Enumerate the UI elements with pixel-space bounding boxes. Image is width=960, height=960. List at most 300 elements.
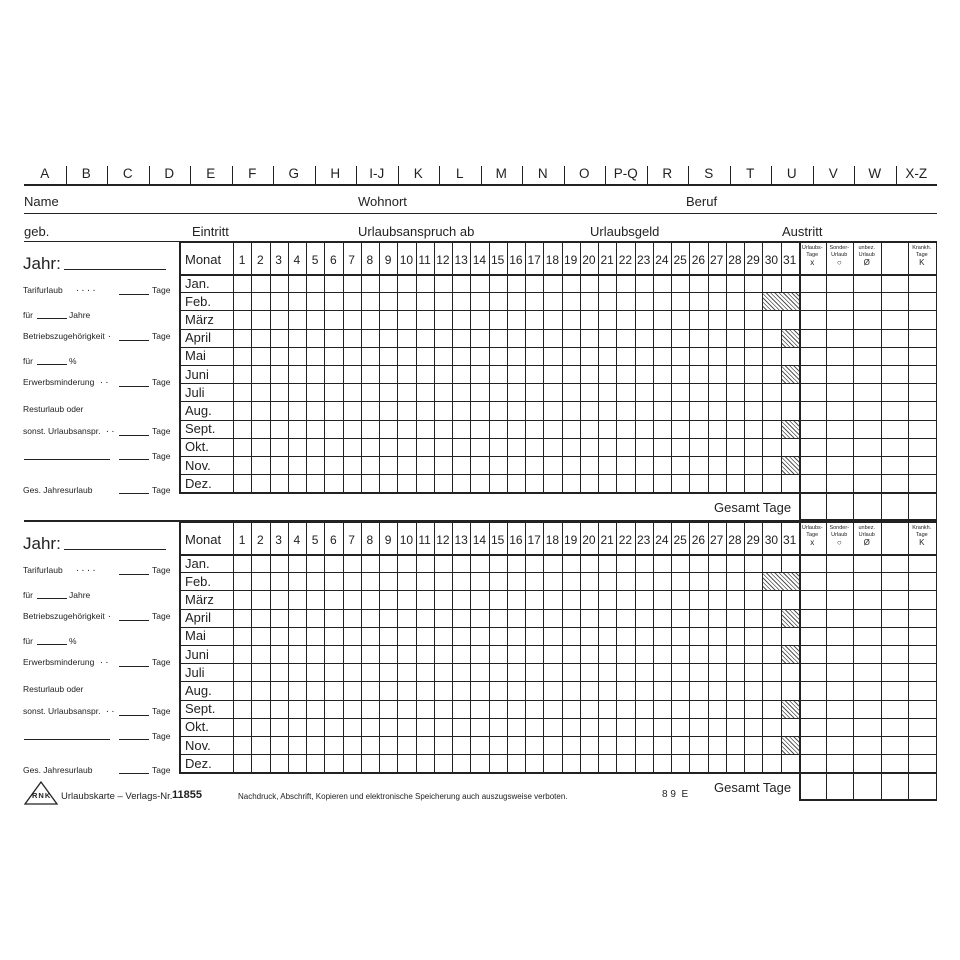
- day-number-header: 27: [709, 253, 724, 267]
- geb-label: geb.: [24, 224, 50, 239]
- month-row-line: [179, 554, 937, 556]
- alphabet-tab: F: [248, 166, 257, 181]
- invalid-day-hatch: [763, 573, 799, 590]
- day-column-line: [361, 522, 362, 772]
- day-number-header: 5: [311, 533, 319, 547]
- column-header-line: Tage: [915, 251, 928, 258]
- day-column-line: [343, 242, 344, 492]
- erwerb-input[interactable]: [119, 386, 149, 387]
- day-number-header: 4: [293, 253, 301, 267]
- alphabet-tab: L: [455, 166, 464, 181]
- invalid-day-hatch: [782, 457, 799, 474]
- alphabet-divider: [896, 166, 897, 184]
- day-column-line: [635, 242, 636, 492]
- resturlaub-label: Resturlaub oder: [23, 684, 84, 694]
- month-row-line: [179, 590, 937, 591]
- column-header-line: Ø: [863, 538, 870, 547]
- erwerbsminderung-label: Erwerbsminderung: [23, 377, 95, 387]
- day-number-header: 24: [655, 253, 669, 267]
- column-header-line: x: [810, 538, 815, 547]
- day-column-line: [306, 522, 307, 772]
- day-number-header: 19: [563, 253, 578, 267]
- alphabet-divider: [564, 166, 565, 184]
- invalid-day-hatch: [782, 701, 799, 718]
- month-row-line: [179, 329, 937, 330]
- summary-column-line: [908, 522, 909, 800]
- day-number-header: 17: [527, 533, 541, 547]
- day-column-line: [525, 242, 526, 492]
- month-row-line: [179, 681, 937, 682]
- day-number-header: 10: [399, 253, 414, 267]
- jahre-label: Jahre: [69, 310, 91, 320]
- day-column-line: [489, 522, 490, 772]
- tage-label: Tage: [152, 765, 171, 775]
- alphabet-divider: [232, 166, 233, 184]
- day-column-line: [653, 242, 654, 492]
- rnk-logo-text: RNK: [32, 791, 52, 800]
- betrieb-input[interactable]: [119, 340, 149, 341]
- month-label: Okt.: [185, 719, 209, 735]
- day-column-line: [434, 242, 435, 492]
- month-label: Sept.: [185, 421, 216, 437]
- alphabet-divider: [66, 166, 67, 184]
- summary-column-line: [853, 242, 854, 520]
- austritt-label: Austritt: [782, 224, 823, 239]
- urlaubstage-header: [799, 245, 826, 267]
- alphabet-divider: [273, 166, 274, 184]
- month-label: Sept.: [185, 701, 216, 717]
- month-row-line: [179, 718, 937, 719]
- month-label: Jan.: [185, 555, 210, 571]
- column-header-line: Krankh.: [912, 525, 932, 531]
- day-number-header: 13: [454, 533, 468, 547]
- alphabet-divider: [149, 166, 150, 184]
- month-row-line: [179, 609, 937, 610]
- alphabet-divider: [771, 166, 772, 184]
- gesamt-tage-label: Gesamt Tage: [714, 500, 792, 516]
- alphabet-tab: O: [578, 166, 590, 181]
- day-number-header: 11: [418, 533, 431, 547]
- column-header-line: Tage: [806, 531, 819, 538]
- summary-column-line: [908, 242, 909, 520]
- tarifurlaub-input[interactable]: [119, 574, 149, 575]
- day-column-line: [525, 522, 526, 772]
- alphabet-divider: [190, 166, 191, 184]
- alphabet-tab: P-Q: [613, 166, 638, 181]
- column-header-line: K: [919, 538, 925, 547]
- tage-label: Tage: [152, 451, 171, 461]
- month-label: Okt.: [185, 439, 209, 455]
- gesamt-row-bottom: [799, 799, 937, 801]
- column-header-line: Urlaub: [831, 531, 848, 538]
- month-row-line: [179, 645, 937, 646]
- alphabet-tab: K: [413, 166, 423, 181]
- tage-label: Tage: [152, 731, 171, 741]
- betrieb-dot: .: [108, 609, 111, 620]
- summary-column-line: [853, 522, 854, 800]
- month-row-line: [179, 700, 937, 701]
- fuer-label: für: [23, 636, 33, 646]
- day-number-header: 8: [366, 533, 374, 547]
- column-header-line: Urlaub: [831, 251, 848, 258]
- day-column-line: [689, 242, 690, 492]
- day-number-header: 18: [545, 533, 560, 547]
- day-column-line: [598, 242, 599, 492]
- sonderurlaub-header: [826, 245, 853, 267]
- day-number-header: 2: [257, 253, 264, 267]
- day-number-header: 29: [746, 253, 760, 267]
- day-number-header: 28: [728, 533, 742, 547]
- ges-jahresurlaub-label: Ges. Jahresurlaub: [23, 765, 93, 775]
- month-label: April: [185, 330, 212, 346]
- month-row-line: [179, 492, 937, 494]
- day-number-header: 28: [728, 253, 742, 267]
- column-header-line: Ø: [863, 258, 870, 267]
- month-row-line: [179, 663, 937, 664]
- alphabet-divider: [481, 166, 482, 184]
- day-number-header: 7: [348, 533, 355, 547]
- day-number-header: 31: [782, 253, 797, 267]
- tage-label: Tage: [152, 285, 171, 295]
- day-number-header: 6: [330, 253, 337, 267]
- day-number-header: 24: [655, 533, 669, 547]
- day-column-line: [470, 522, 471, 772]
- day-number-header: 30: [764, 253, 779, 267]
- day-number-header: 4: [293, 533, 301, 547]
- month-row-line: [179, 347, 937, 348]
- prozent-label: %: [69, 636, 77, 646]
- alphabet-divider: [107, 166, 108, 184]
- krankheitstage-header: [908, 245, 936, 267]
- summary-column-line: [826, 242, 827, 520]
- month-row-line: [179, 572, 937, 573]
- day-number-header: 27: [709, 533, 724, 547]
- sonst-input[interactable]: [119, 715, 149, 716]
- column-header-line: Krankh.: [912, 245, 932, 251]
- day-column-line: [726, 522, 727, 772]
- betrieb-input[interactable]: [119, 620, 149, 621]
- summary-column-line: [881, 522, 882, 800]
- day-column-line: [343, 522, 344, 772]
- tage-label: Tage: [152, 611, 171, 621]
- column-header-line: unbez.: [858, 245, 875, 251]
- monat-header: Monat: [185, 252, 222, 267]
- day-number-header: 29: [746, 533, 760, 547]
- footer-code: 8 9 E: [662, 789, 689, 800]
- day-number-header: 16: [509, 533, 523, 547]
- day-column-line: [270, 242, 271, 492]
- column-header-line: Urlaubs-: [801, 245, 823, 251]
- krankheitstage-header: [908, 525, 936, 547]
- day-number-header: 26: [691, 533, 706, 547]
- day-column-line: [470, 242, 471, 492]
- jahre-input[interactable]: [37, 318, 67, 319]
- column-header-line: Urlaub: [858, 531, 875, 538]
- column-header-line: x: [810, 258, 815, 267]
- column-header-line: Urlaub: [858, 251, 875, 258]
- day-column-line: [288, 242, 289, 492]
- alphabet-divider: [730, 166, 731, 184]
- invalid-day-hatch: [782, 366, 799, 383]
- alphabet-tab: G: [288, 166, 299, 181]
- day-column-line: [635, 522, 636, 772]
- column-header-line: Sonder-: [829, 245, 850, 251]
- column-header-line: K: [919, 258, 925, 267]
- day-number-header: 15: [490, 253, 505, 267]
- day-number-header: 2: [257, 533, 264, 547]
- day-number-header: 8: [366, 253, 374, 267]
- resturlaub-label: Resturlaub oder: [23, 404, 84, 414]
- day-number-header: 25: [673, 533, 687, 547]
- day-column-line: [288, 522, 289, 772]
- day-number-header: 15: [490, 533, 505, 547]
- month-label: Mai: [185, 348, 206, 364]
- invalid-day-hatch: [782, 737, 799, 754]
- day-column-line: [507, 522, 508, 772]
- day-column-line: [671, 242, 672, 492]
- month-label: Juli: [185, 664, 205, 680]
- day-column-line: [671, 522, 672, 772]
- day-column-line: [708, 522, 709, 772]
- urlaubsanspruch-label: Urlaubsanspruch ab: [358, 224, 475, 239]
- betriebszugehoerigkeit-label: Betriebszugehörigkeit: [23, 611, 105, 621]
- day-number-header: 25: [673, 253, 687, 267]
- summary-column-line: [826, 522, 827, 800]
- tarifurlaub-input[interactable]: [119, 294, 149, 295]
- day-column-line: [452, 242, 453, 492]
- summary-column-line: [936, 522, 937, 800]
- sonst-urlaubsanspr-label: sonst. Urlaubsanspr.: [23, 426, 101, 436]
- summary-left-border: [799, 522, 801, 800]
- footer-title: Urlaubskarte – Verlags-Nr.: [61, 791, 173, 802]
- rnk-logo: [24, 781, 58, 805]
- day-column-line: [397, 242, 398, 492]
- fuer-label: für: [23, 356, 33, 366]
- ges-input[interactable]: [119, 773, 149, 774]
- day-number-header: 12: [436, 533, 450, 547]
- custom-tage-input[interactable]: [119, 739, 149, 740]
- month-label: Dez.: [185, 475, 212, 491]
- custom-tage-input[interactable]: [119, 459, 149, 460]
- ges-input[interactable]: [119, 493, 149, 494]
- day-column-line: [580, 242, 581, 492]
- day-number-header: 22: [618, 253, 633, 267]
- month-row-line: [179, 772, 937, 774]
- tarifurlaub-label: Tarifurlaub: [23, 565, 63, 575]
- month-row-line: [179, 274, 937, 276]
- day-number-header: 22: [618, 533, 633, 547]
- invalid-day-hatch: [782, 610, 799, 627]
- summary-left-border: [799, 242, 801, 520]
- alphabet-tab: U: [786, 166, 797, 181]
- month-label: Juni: [185, 366, 209, 382]
- month-label: April: [185, 610, 212, 626]
- day-number-header: 9: [384, 253, 392, 267]
- jahr-label: Jahr:: [23, 534, 61, 553]
- column-header-line: unbez.: [858, 525, 875, 531]
- day-number-header: 19: [563, 533, 578, 547]
- summary-column-line: [936, 242, 937, 520]
- alphabet-divider: [356, 166, 357, 184]
- alphabet-divider: [315, 166, 316, 184]
- day-number-header: 3: [275, 253, 282, 267]
- month-row-line: [179, 383, 937, 384]
- alphabet-tab: E: [206, 166, 216, 181]
- month-label: März: [185, 311, 214, 327]
- day-column-line: [744, 522, 745, 772]
- jahre-input[interactable]: [37, 598, 67, 599]
- sonst-input[interactable]: [119, 435, 149, 436]
- day-column-line: [306, 242, 307, 492]
- urlaubsgeld-label: Urlaubsgeld: [590, 224, 660, 239]
- day-column-line: [543, 242, 544, 492]
- day-number-header: 1: [238, 533, 246, 547]
- alphabet-tab: S: [704, 166, 714, 181]
- day-number-header: 20: [582, 533, 596, 547]
- tage-label: Tage: [152, 377, 171, 387]
- day-number-header: 14: [472, 253, 487, 267]
- month-label: Feb.: [185, 573, 212, 589]
- footer-notice: Nachdruck, Abschrift, Kopieren und elektronische Speicherung auch auszugsweise verboten.: [238, 792, 568, 801]
- month-label: Nov.: [185, 737, 211, 753]
- alphabet-divider: [398, 166, 399, 184]
- footer-number: 11855: [172, 789, 202, 801]
- month-label: Aug.: [185, 682, 212, 698]
- wohnort-label: Wohnort: [358, 194, 407, 209]
- alphabet-divider: [688, 166, 689, 184]
- tage-label: Tage: [152, 485, 171, 495]
- monat-header: Monat: [185, 532, 222, 547]
- alphabet-divider: [522, 166, 523, 184]
- month-row-line: [179, 627, 937, 628]
- day-number-header: 9: [384, 533, 392, 547]
- day-number-header: 26: [691, 253, 706, 267]
- alphabet-tab: D: [164, 166, 175, 181]
- tarifurlaub-dots: . . . .: [76, 563, 96, 574]
- tage-label: Tage: [152, 706, 171, 716]
- invalid-day-hatch: [782, 646, 799, 663]
- day-number-header: 10: [399, 533, 414, 547]
- month-row-line: [179, 736, 937, 737]
- ges-jahresurlaub-label: Ges. Jahresurlaub: [23, 485, 93, 495]
- column-header-line: Urlaubs-: [801, 525, 823, 531]
- day-column-line: [379, 522, 380, 772]
- day-number-header: 11: [418, 253, 431, 267]
- alphabet-divider: [439, 166, 440, 184]
- prozent-input[interactable]: [37, 644, 67, 645]
- prozent-input[interactable]: [37, 364, 67, 365]
- tage-label: Tage: [152, 331, 171, 341]
- day-column-line: [270, 522, 271, 772]
- day-number-header: 23: [636, 533, 651, 547]
- fuer-label: für: [23, 590, 33, 600]
- fuer-label: für: [23, 310, 33, 320]
- day-number-header: 1: [238, 253, 246, 267]
- day-column-line: [434, 522, 435, 772]
- month-row-line: [179, 420, 937, 421]
- jahr-input-line[interactable]: [64, 269, 166, 270]
- alphabet-tab: X-Z: [905, 166, 928, 181]
- day-number-header: 16: [509, 253, 523, 267]
- day-column-line: [580, 522, 581, 772]
- column-header-line: Tage: [915, 531, 928, 538]
- gesamt-tage-label: Gesamt Tage: [714, 780, 792, 796]
- month-row-line: [179, 438, 937, 439]
- sonst-urlaubsanspr-label: sonst. Urlaubsanspr.: [23, 706, 101, 716]
- betriebszugehoerigkeit-label: Betriebszugehörigkeit: [23, 331, 105, 341]
- month-row-line: [179, 365, 937, 366]
- erwerb-input[interactable]: [119, 666, 149, 667]
- custom-entry-input[interactable]: [24, 739, 110, 740]
- month-column-border: [233, 522, 234, 772]
- month-label: Mai: [185, 628, 206, 644]
- day-column-line: [452, 522, 453, 772]
- day-number-header: 12: [436, 253, 450, 267]
- column-header-line: ○: [836, 258, 842, 267]
- alphabet-divider: [647, 166, 648, 184]
- day-number-header: 7: [348, 253, 355, 267]
- month-label: März: [185, 591, 214, 607]
- column-header-line: Tage: [806, 251, 819, 258]
- day-number-header: 3: [275, 533, 282, 547]
- day-column-line: [251, 242, 252, 492]
- day-number-header: 18: [545, 253, 560, 267]
- month-row-line: [179, 754, 937, 755]
- month-row-line: [179, 292, 937, 293]
- summary-column-line: [881, 242, 882, 520]
- custom-entry-input[interactable]: [24, 459, 110, 460]
- month-row-line: [179, 310, 937, 311]
- tarifurlaub-label: Tarifurlaub: [23, 285, 63, 295]
- block-grid-top: [179, 522, 937, 523]
- day-column-line: [489, 242, 490, 492]
- day-column-line: [689, 522, 690, 772]
- day-column-line: [251, 522, 252, 772]
- jahre-label: Jahre: [69, 590, 91, 600]
- day-number-header: 5: [311, 253, 319, 267]
- alphabet-tab: W: [868, 166, 882, 181]
- grid-left-border: [179, 242, 181, 492]
- erwerb-dots: . .: [100, 375, 109, 386]
- column-header-line: Sonder-: [829, 525, 850, 531]
- alphabet-tab: N: [537, 166, 548, 181]
- day-column-line: [397, 522, 398, 772]
- month-label: Nov.: [185, 457, 211, 473]
- invalid-day-hatch: [763, 293, 799, 310]
- tage-label: Tage: [152, 657, 171, 667]
- month-label: Jan.: [185, 275, 210, 291]
- alphabet-tab: H: [330, 166, 341, 181]
- erwerb-dots: . .: [100, 655, 109, 666]
- alphabet-tab: I-J: [369, 166, 385, 181]
- tage-label: Tage: [152, 565, 171, 575]
- jahr-input-line[interactable]: [64, 549, 166, 550]
- day-column-line: [361, 242, 362, 492]
- day-number-header: 31: [782, 533, 797, 547]
- alphabet-tab: V: [828, 166, 838, 181]
- day-number-header: 14: [472, 533, 487, 547]
- beruf-label: Beruf: [686, 194, 718, 209]
- month-label: Dez.: [185, 755, 212, 771]
- day-column-line: [324, 522, 325, 772]
- month-label: Juli: [185, 384, 205, 400]
- day-number-header: 21: [600, 253, 614, 267]
- invalid-day-hatch: [782, 330, 799, 347]
- day-column-line: [562, 522, 563, 772]
- day-column-line: [379, 242, 380, 492]
- month-label: Feb.: [185, 293, 212, 309]
- day-column-line: [416, 522, 417, 772]
